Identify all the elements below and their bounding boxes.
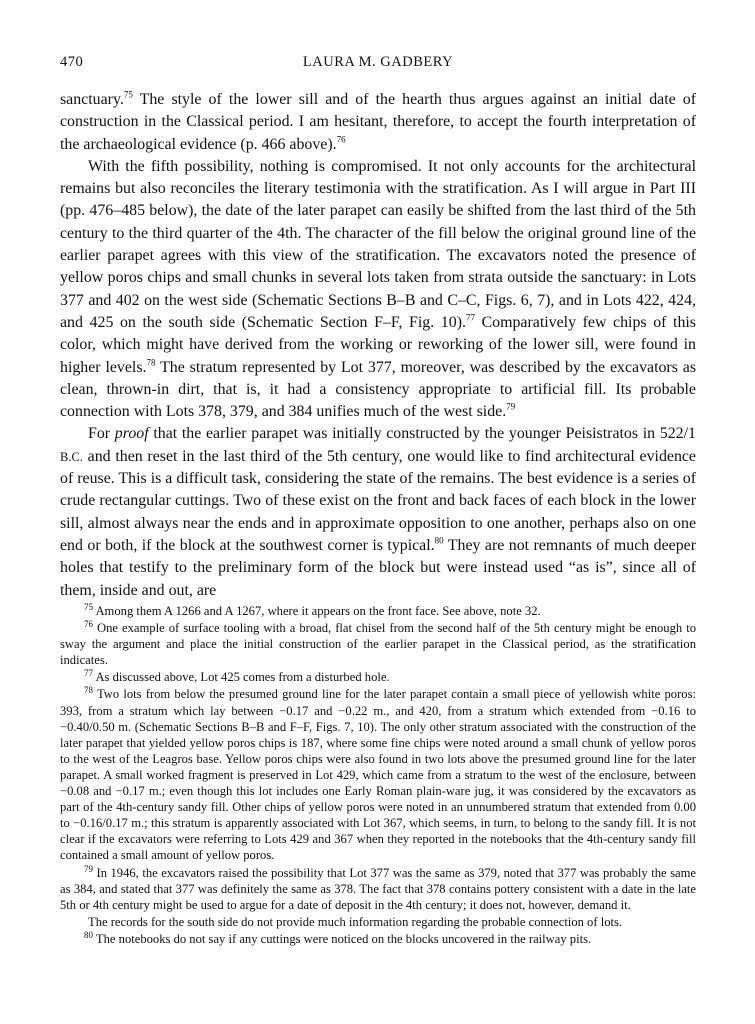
paragraph-3 [60,423,696,601]
footnote-75 [60,603,696,619]
text-span: The stratum represented by Lot 377, moreover, was described by the excavators as clean, thrown-in dirt, that is, it had a consistency appropriate to artificial fill. Its probable connection with Lots 378, 379, and 384 unifies much of the west side. [60,358,696,421]
footnote-79-continuation [60,914,696,930]
page-header [60,54,696,76]
text-span: and then reset in the last third of the 5th century, one would like to find architectural evidence of reuse. This is a difficult task, considering the state of the remains. The best evidence is a series of crude rectangular cuttings. Two of these exist on the front and back faces of each block in the lower sill, almost always near the ends and in approximate opposition to one another, perhaps also on one end or both, if the block at the southwest corner is typical. [60,447,696,554]
paragraph-1 [60,89,696,156]
footnote-80 [60,931,696,947]
text-span: With the fifth possibility, nothing is compromised. It not only accounts for the architectural remains but also reconciles the literary testimonia with the stratification. As I will argue in Part III (pp. 476–485 below), the date of the later parapet can easily be shifted from the last third of the 5th century to the third quarter of the 4th. The character of the fill below the original ground line of the earlier parapet agrees with this view of the stratification. The excavators noted the presence of yellow poros chips and small chunks in several lots taken from strata outside the sanctuary: in Lots 377 and 402 on the west side (Schematic Sections B–B and C–C, Figs. 6, 7), and in Lots 422, 424, and 425 on the south side (Schematic Section F–F, Fig. 10). [60,157,696,331]
footnote-76 [60,620,696,668]
footnote-text: In 1946, the excavators raised the possibility that Lot 377 was the same as 379, noted that 377 was probably the same as 384, and stated that 377 was definitely the same as 378. The fact that 378 contains pottery consistent with a date in the late 5th or 4th century might be used to argue for a date of deposit in the 4th century; it does not, however, demand it. [60,865,696,912]
footnote-text: As discussed above, Lot 425 comes from a disturbed hole. [93,670,390,685]
footnote-number: 80 [84,929,93,940]
footnote-number: 77 [84,668,93,679]
text-span: Comparatively few chips of this color, which might have derived from the working or reworking of the lower sill, were found in higher levels. [60,313,696,376]
emphasis-proof: proof [114,425,149,443]
footnote-number: 78 [84,685,93,696]
footnote-ref-75[interactable]: 75 [123,89,133,100]
footnote-78 [60,686,696,863]
footnote-text: The notebooks do not say if any cuttings were noticed on the blocks uncovered in the railway pits. [93,931,592,946]
footnote-text: Among them A 1266 and A 1267, where it appears on the front face. See above, note 32. [93,604,541,618]
footnote-text: The records for the south side do not provide much information regarding the probable connection of lots. [88,914,623,929]
running-head: LAURA M. GADBERY [302,54,454,70]
footnote-text: Two lots from below the presumed ground line for the later parapet contain a small piece of yellowish white poros: 393, from a stratum which lay between −0.17 and −0.22 m., and 420, from a stratum which extended from −0.16 to −0.40/0.50 m. (Schematic Sections B–B and F–F, Figs. 7, 10). The only other stratum associated with the construction of the later parapet that yielded yellow poros chips is 187, where some fine chips were noted around a small chunk of yellow poros to the west of the Leagros base. Yellow poros chips were also found in two lots above the presumed ground line for the later parapet. A small worked fragment is preserved in Lot 429, which came from a stratum to the west of the enclosure, between −0.08 and −0.17 m.; even though this lot includes one Early Roman plain-ware jug, it was considered by the excavators as part of the 4th-century sandy fill. Other chips of yellow poros were noted in an unnumbered stratum that extended from 0.00 to −0.16/0.17 m.; this stratum is apparently associated with Lot 367, which seems, in turn, to belong to the sandy fill. It is not clear if the excavators were referring to Lots 429 and 367 when they reported in the notebooks that the 4th-century sandy fill contained a small amount of yellow poros. [60,687,696,863]
main-text [60,89,696,602]
text-span: They are not remnants of much deeper holes that testify to the preliminary form of the block but were instead used “as is”, since all of them, inside and out, are [60,536,696,599]
footnote-77 [60,669,696,685]
footnote-ref-77[interactable]: 77 [465,312,475,323]
footnote-79 [60,865,696,913]
footnotes [60,603,696,948]
paragraph-2 [60,156,696,424]
page-number: 470 [60,54,84,70]
footnote-ref-79[interactable]: 79 [506,401,516,412]
footnote-number: 75 [84,601,93,612]
text-span: For [88,425,115,443]
footnote-text: One example of surface tooling with a broad, flat chisel from the second half of the 5th century might be enough to sway the argument and place the initial construction of the earlier parapet in the Classical period, as the stratification indicates. [60,621,696,668]
text-span: The style of the lower sill and of the hearth thus argues against an initial date of construction in the Classical period. I am hesitant, therefore, to accept the fourth interpretation of the archaeological evidence (p. 466 above). [60,91,696,153]
text-span: that the earlier parapet was initially constructed by the younger Peisistratos in 522/1 [148,425,696,443]
footnote-ref-76[interactable]: 76 [336,134,346,145]
text-span: sanctuary. [60,91,124,108]
footnote-number: 79 [84,863,93,874]
footnote-ref-80[interactable]: 80 [434,535,444,546]
footnote-ref-78[interactable]: 78 [146,357,156,368]
era-abbreviation: B.C. [60,449,83,464]
footnote-number: 76 [84,618,93,629]
